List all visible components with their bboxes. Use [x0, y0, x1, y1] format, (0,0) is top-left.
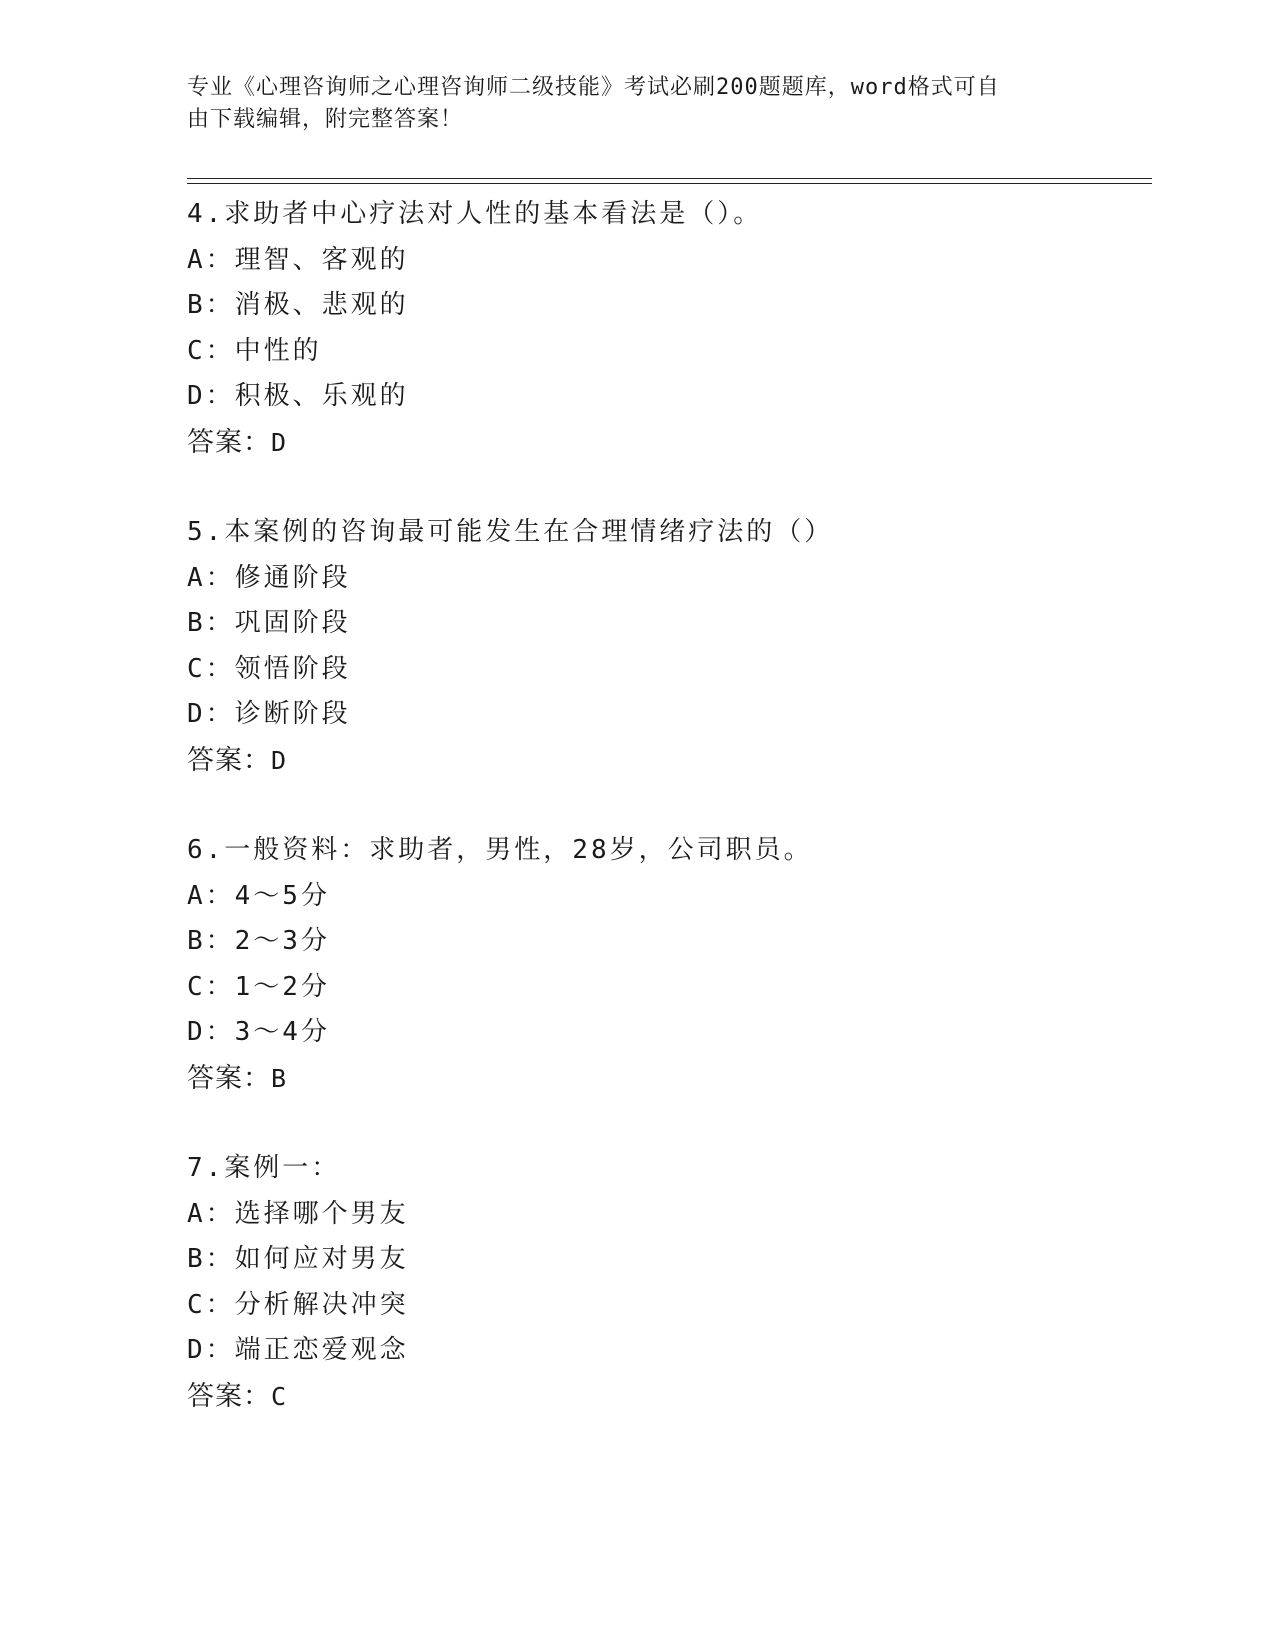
- option-d: D：3～4分: [187, 1017, 330, 1047]
- option-c: C：分析解决冲突: [187, 1289, 409, 1320]
- header-divider-bottom: [187, 183, 1152, 184]
- document-header: [187, 72, 1087, 136]
- question-list: [187, 192, 1147, 1464]
- question-4: [187, 192, 1147, 465]
- option-a: A：4～5分: [187, 880, 330, 911]
- answer-line: [187, 1374, 1147, 1420]
- answer-line: [187, 1056, 1147, 1102]
- header-line-1: 专业《心理咨询师之心理咨询师二级技能》考试必刷200题题库，word格式可自: [187, 75, 1000, 100]
- answer-line: [187, 420, 1147, 466]
- header-line-2: 由下载编辑，附完整答案！: [187, 107, 464, 132]
- question-stem: 4.求助者中心疗法对人性的基本看法是（）。: [187, 199, 763, 229]
- question-stem: 7.案例一：: [187, 1153, 341, 1183]
- answer-label: 答案：: [187, 744, 271, 776]
- option-d: D：积极、乐观的: [187, 381, 409, 411]
- option-b: B：如何应对男友: [187, 1244, 409, 1274]
- option-a: A：修通阶段: [187, 562, 351, 593]
- option-d: D：诊断阶段: [187, 699, 351, 729]
- option-c: C：1～2分: [187, 971, 330, 1002]
- option-b: B：2～3分: [187, 926, 330, 956]
- option-a: A：选择哪个男友: [187, 1198, 409, 1229]
- question-6: [187, 828, 1147, 1101]
- answer-label: 答案：: [187, 1380, 271, 1412]
- option-b: B：巩固阶段: [187, 608, 351, 638]
- header-divider-top: [187, 178, 1152, 179]
- answer-label: 答案：: [187, 426, 271, 458]
- question-5: [187, 510, 1147, 783]
- answer-line: [187, 738, 1147, 784]
- question-7: [187, 1146, 1147, 1419]
- option-b: B：消极、悲观的: [187, 290, 409, 320]
- answer-value: D: [271, 427, 288, 457]
- question-stem: 5.本案例的咨询最可能发生在合理情绪疗法的（）: [187, 517, 834, 547]
- answer-value: D: [271, 745, 288, 775]
- answer-value: C: [271, 1381, 288, 1411]
- option-c: C：领悟阶段: [187, 653, 351, 684]
- option-a: A：理智、客观的: [187, 244, 409, 275]
- question-stem: 6.一般资料：求助者，男性，28岁，公司职员。: [187, 835, 813, 865]
- option-d: D：端正恋爱观念: [187, 1335, 409, 1365]
- option-c: C：中性的: [187, 335, 322, 366]
- answer-value: B: [271, 1063, 288, 1093]
- answer-label: 答案：: [187, 1062, 271, 1094]
